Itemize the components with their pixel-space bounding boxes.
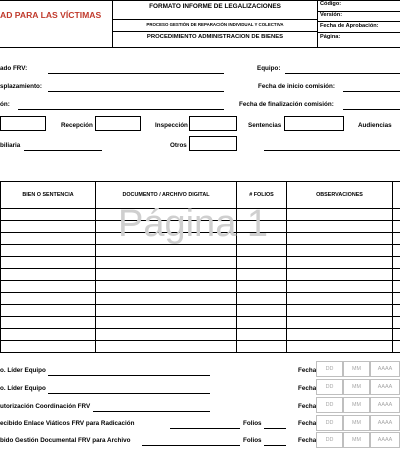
- table-row[interactable]: [1, 305, 400, 317]
- date-label: Fecha: [298, 437, 317, 444]
- label-frv: ado FRV:: [0, 65, 28, 72]
- signature-label: o. Líder Equipo: [0, 385, 46, 392]
- label-audiencias: Audiencias: [358, 122, 392, 129]
- folios-label: Folios: [243, 437, 262, 444]
- label-inspeccion: Inspección: [155, 122, 188, 129]
- label-otros: Otros: [170, 142, 187, 149]
- logo: [0, 10, 112, 24]
- date-aaaa[interactable]: AAAA: [370, 397, 400, 413]
- table-row[interactable]: [1, 317, 400, 329]
- date-dd[interactable]: DD: [316, 415, 343, 431]
- equipo-field[interactable]: [285, 73, 400, 74]
- date-label: Fecha: [298, 403, 317, 410]
- date-dd[interactable]: DD: [316, 397, 343, 413]
- items-table: [0, 181, 400, 352]
- date-aaaa[interactable]: AAAA: [370, 361, 400, 377]
- date-aaaa[interactable]: AAAA: [370, 415, 400, 431]
- folios-field[interactable]: [264, 428, 286, 429]
- label-equipo: Equipo:: [257, 65, 281, 72]
- signature-label: o. Líder Equipo: [0, 367, 46, 374]
- col-header-bien: BIEN O SENTENCIA: [1, 182, 96, 209]
- signature-section: [0, 358, 400, 450]
- table-row[interactable]: [1, 341, 400, 353]
- date-mm[interactable]: MM: [343, 361, 370, 377]
- meta-fecha-aprobacion: Fecha de Aprobación:: [320, 23, 379, 29]
- fecha-inicio-field[interactable]: [343, 91, 400, 92]
- form-title: FORMATO INFORME DE LEGALIZACIONES: [149, 3, 281, 10]
- label-fecha-fin: Fecha de finalización comisión:: [239, 101, 334, 108]
- checkbox-otros[interactable]: [189, 136, 237, 151]
- date-label: Fecha: [298, 420, 317, 427]
- logo-text-red: LAS VÍCTIMAS: [40, 10, 102, 20]
- signature-label: ecibido Enlace Viáticos FRV para Radicación: [0, 420, 135, 427]
- date-dd[interactable]: DD: [316, 361, 343, 377]
- label-biliaria: biliaria: [0, 142, 21, 149]
- date-mm[interactable]: MM: [343, 432, 370, 448]
- label-desplazamiento: splazamiento:: [0, 83, 42, 90]
- date-mm[interactable]: MM: [343, 397, 370, 413]
- date-aaaa[interactable]: AAAA: [370, 379, 400, 395]
- col-header-observaciones: OBSERVACIONES: [287, 182, 393, 209]
- table-row[interactable]: [1, 257, 400, 269]
- table-row[interactable]: [1, 269, 400, 281]
- form-header: [0, 0, 400, 48]
- page-watermark: Página 1: [118, 203, 269, 245]
- date-label: Fecha: [298, 367, 317, 374]
- date-label: Fecha: [298, 385, 317, 392]
- table-row[interactable]: [1, 281, 400, 293]
- checkbox-inspeccion[interactable]: [189, 116, 237, 131]
- folios-field[interactable]: [264, 445, 286, 446]
- fecha-fin-field[interactable]: [343, 109, 400, 110]
- meta-version: Versión:: [320, 12, 343, 18]
- col-header-documento: DOCUMENTO / ARCHIVO DIGITAL: [96, 182, 237, 209]
- label-on: ón:: [0, 101, 10, 108]
- frv-field[interactable]: [48, 73, 224, 74]
- checkbox-sentencias[interactable]: [284, 116, 344, 131]
- signature-label: utorización Coordinación FRV: [0, 403, 91, 410]
- checkbox-recepcion[interactable]: [95, 116, 141, 131]
- label-fecha-inicio: Fecha de inicio comisión:: [258, 83, 335, 90]
- biliaria-field[interactable]: [24, 150, 102, 151]
- signature-line[interactable]: [48, 393, 210, 394]
- checkbox-first[interactable]: [0, 116, 46, 131]
- date-aaaa[interactable]: AAAA: [370, 432, 400, 448]
- date-dd[interactable]: DD: [316, 379, 343, 395]
- folios-label: Folios: [243, 420, 262, 427]
- label-recepcion: Recepción: [61, 122, 93, 129]
- on-field[interactable]: [18, 109, 224, 110]
- process-name: PROCESO GESTIÓN DE REPARACIÓN INDIVIDUAL Y COLECTIVA: [146, 22, 284, 27]
- date-mm[interactable]: MM: [343, 415, 370, 431]
- table-row[interactable]: [1, 245, 400, 257]
- otros-field[interactable]: [264, 150, 400, 151]
- meta-pagina: Página:: [320, 34, 341, 40]
- date-mm[interactable]: MM: [343, 379, 370, 395]
- signature-line[interactable]: [170, 428, 240, 429]
- table-row[interactable]: [1, 329, 400, 341]
- signature-label: bido Gestión Documental FRV para Archivo: [0, 437, 131, 444]
- signature-line[interactable]: [48, 375, 210, 376]
- label-sentencias: Sentencias: [248, 122, 282, 129]
- procedure-name: PROCEDIMIENTO ADMINISTRACIÓN DE BIENES: [146, 34, 284, 40]
- desplazamiento-field[interactable]: [48, 91, 224, 92]
- signature-line[interactable]: [142, 445, 240, 446]
- logo-text-gray: AD PARA: [0, 10, 39, 20]
- meta-codigo: Código:: [320, 1, 342, 7]
- date-dd[interactable]: DD: [316, 432, 343, 448]
- col-header-folios: # FOLIOS: [237, 182, 287, 209]
- signature-line[interactable]: [93, 411, 210, 412]
- table-row[interactable]: [1, 293, 400, 305]
